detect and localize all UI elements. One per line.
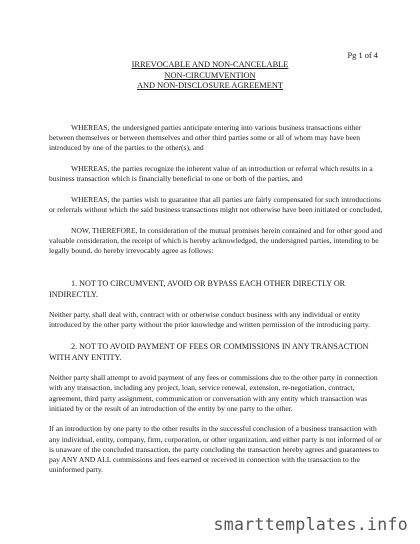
title-line-2: NON-CIRCUMVENTION	[164, 70, 256, 80]
whereas-paragraph-3: WHEREAS, the parties wish to guarantee that all parties are fairly compensated for such introductions or referrals without which the said business transactions might not otherwise have been initiated or concluded,	[49, 194, 383, 214]
section-2-heading: 2. NOT TO AVOID PAYMENT OF FEES OR COMMISSIONS IN ANY TRANSACTION WITH ANY ENTITY.	[49, 341, 369, 362]
whereas-paragraph-1: WHEREAS, the undersigned parties anticipate entering into various business transactions either between themselves or between themselves and other third parties some or all of whom may have been introduced by one of the parties to the other(s), and	[49, 123, 362, 153]
page-number: Pg 1 of 4	[347, 51, 378, 60]
title-line-3: AND NON-DISCLOSURE AGREEMENT	[136, 81, 284, 90]
title-line-1: IRREVOCABLE AND NON-CANCELABLE	[131, 60, 289, 69]
section-1-body: Neither party, shall deal with, contract with or otherwise conduct business with any individual or entity introduced by the other party without the prior knowledge and written permission of the introducing party.	[49, 309, 371, 330]
section-2-body-1: Neither party shall attempt to avoid payment of any fees or commissions due to the other party in connection with any transaction, including any project, loan, service renewal, extension, re-negotiation, contract, agreement, third party assignment, communication or conversation with any entity which transaction was initiated by or the result of an introduction of the entity by one party to the other.	[49, 373, 378, 413]
document-title	[0, 60, 420, 92]
section-2-body-2: If an introduction by one party to the other results in the successful conclusion of a business transaction with any individual, entity, company, firm, corporation, or other organization, and either party is not informed of or is unaware of the concluded transaction, the party concluding the transaction hereby agrees and guarantees to pay ANY AND ALL commissions and fees earned or received in connection with the transaction to the uninformed party.	[49, 424, 382, 475]
document-body	[49, 123, 384, 486]
whereas-paragraph-2: WHEREAS, the parties recognize the inherent value of an introduction or referral which results in a business transaction which is financially beneficial to one or both of the parties, and	[49, 164, 373, 184]
now-therefore-paragraph: NOW, THEREFORE, In consideration of the mutual promises herein contained and for other good and valuable consideration, the receipt of which is hereby acknowledged, the undersigned parties, intending to be legally bound, do hereby irrevocably agree as follows:	[49, 225, 383, 255]
watermark-text: smarttemplates.info	[213, 515, 408, 534]
section-1-heading: 1. NOT TO CIRCUMVENT, AVOID OR BYPASS EACH OTHER DIRECTLY OR INDIRECTLY.	[49, 278, 346, 299]
